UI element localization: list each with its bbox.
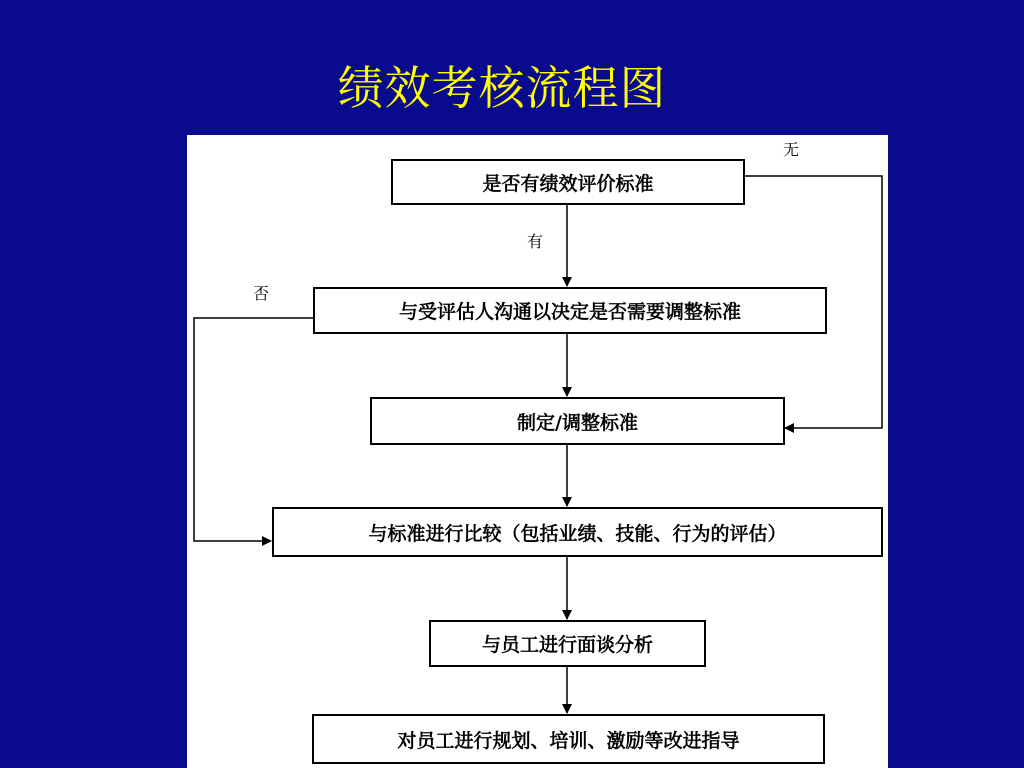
node-communicate: 与受评估人沟通以决定是否需要调整标准 bbox=[313, 287, 827, 334]
slide-title: 绩效考核流程图 bbox=[337, 61, 667, 115]
node-interview: 与员工进行面谈分析 bbox=[429, 620, 706, 667]
node-set-standard: 制定/调整标准 bbox=[370, 397, 785, 445]
node-guidance: 对员工进行规划、培训、激励等改进指导 bbox=[312, 714, 825, 764]
edge-label-none: 无 bbox=[783, 140, 800, 159]
node-has-standard: 是否有绩效评价标准 bbox=[391, 159, 745, 205]
flowchart-connectors bbox=[187, 135, 888, 768]
flowchart-panel bbox=[187, 135, 888, 768]
edge-label-yes: 有 bbox=[527, 232, 544, 251]
edge-label-no: 否 bbox=[253, 284, 270, 303]
node-compare: 与标准进行比较（包括业绩、技能、行为的评估） bbox=[272, 507, 883, 557]
